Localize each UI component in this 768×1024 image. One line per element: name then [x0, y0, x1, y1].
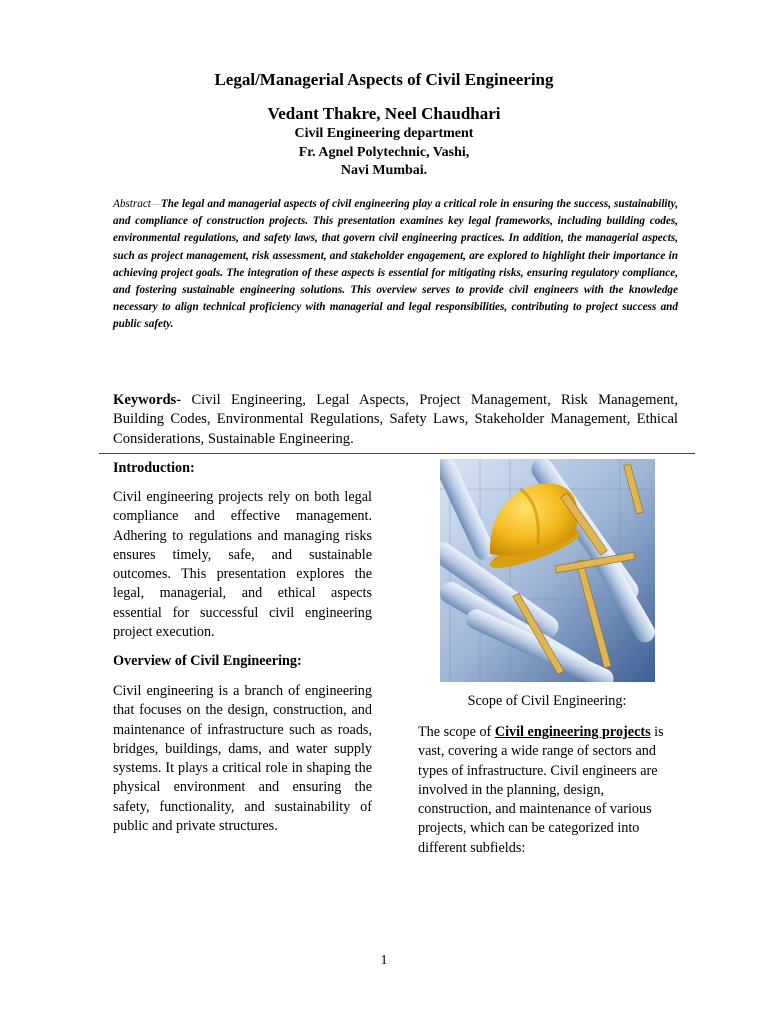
introduction-heading: Introduction: — [113, 460, 195, 476]
overview-text: Civil engineering is a branch of engineering that focuses on the design, construction, and maintenance of infrastructure such as roads, bridges, buildings, dams, and water supply systems. It plays a critical role in shaping the physical environment and ensuring the safety, functionality, and sustainability of public and private structures. — [113, 683, 372, 835]
abstract — [113, 196, 678, 334]
hardhat-blueprints-image — [440, 459, 655, 682]
abstract-label: Abstract — [113, 198, 151, 210]
overview-heading: Overview of Civil Engineering: — [113, 653, 302, 669]
scope-prefix: The scope of — [418, 724, 495, 740]
scope-text: is vast, covering a wide range of sectors and types of infrastructure. Civil engineers are involved in the planning, design, construction, and maintenance of various projects, which can be categorized into different subfields: — [418, 724, 664, 856]
affiliation-line: Civil Engineering department — [294, 126, 474, 141]
section-divider — [99, 453, 695, 454]
affiliation-line: Navi Mumbai. — [340, 163, 428, 178]
scope-paragraph — [418, 723, 680, 858]
affiliation-line: Fr. Agnel Polytechnic, Vashi, — [298, 144, 470, 160]
keywords-text: Civil Engineering, Legal Aspects, Project Management, Risk Management, Building Codes, Environmental Regulations, Safety Laws, Stakeholder Management, Ethical Considerations, Sustainable Engineering. — [113, 392, 678, 447]
figure-caption: Scope of Civil Engineering: — [467, 693, 627, 709]
abstract-dash: — — [150, 198, 161, 210]
author-affiliation — [0, 125, 768, 181]
page-number: 1 — [380, 953, 388, 968]
paper-title: Legal/Managerial Aspects of Civil Engineering — [214, 70, 554, 89]
civil-engineering-projects-link[interactable]: Civil engineering projects — [494, 724, 651, 740]
keywords-label: Keywords- — [113, 392, 182, 408]
paper-authors: Vedant Thakre, Neel Chaudhari — [267, 104, 501, 123]
introduction-text: Civil engineering projects rely on both legal compliance and effective management. Adhering to regulations and managing risks ensures timely, safe, and sustainable outcomes. This presentation explores the legal, managerial, and ethical aspects essential for successful civil engineering project execution. — [113, 489, 372, 641]
abstract-text: The legal and managerial aspects of civil engineering play a critical role in ensuring the success, sustainability, and compliance of construction projects. This presentation examines key legal frameworks, including building codes, environmental regulations, and safety laws, that govern civil engineering practices. In addition, the managerial aspects, such as project management, risk assessment, and stakeholder engagement, are explored to highlight their importance in achieving project goals. The integration of these aspects is essential for mitigating risks, ensuring regulatory compliance, and fostering sustainable engineering solutions. This overview serves to provide civil engineers with the knowledge necessary to align technical proficiency with managerial and legal responsibilities, contributing to project success and public safety. — [113, 198, 678, 331]
keywords — [113, 391, 678, 449]
